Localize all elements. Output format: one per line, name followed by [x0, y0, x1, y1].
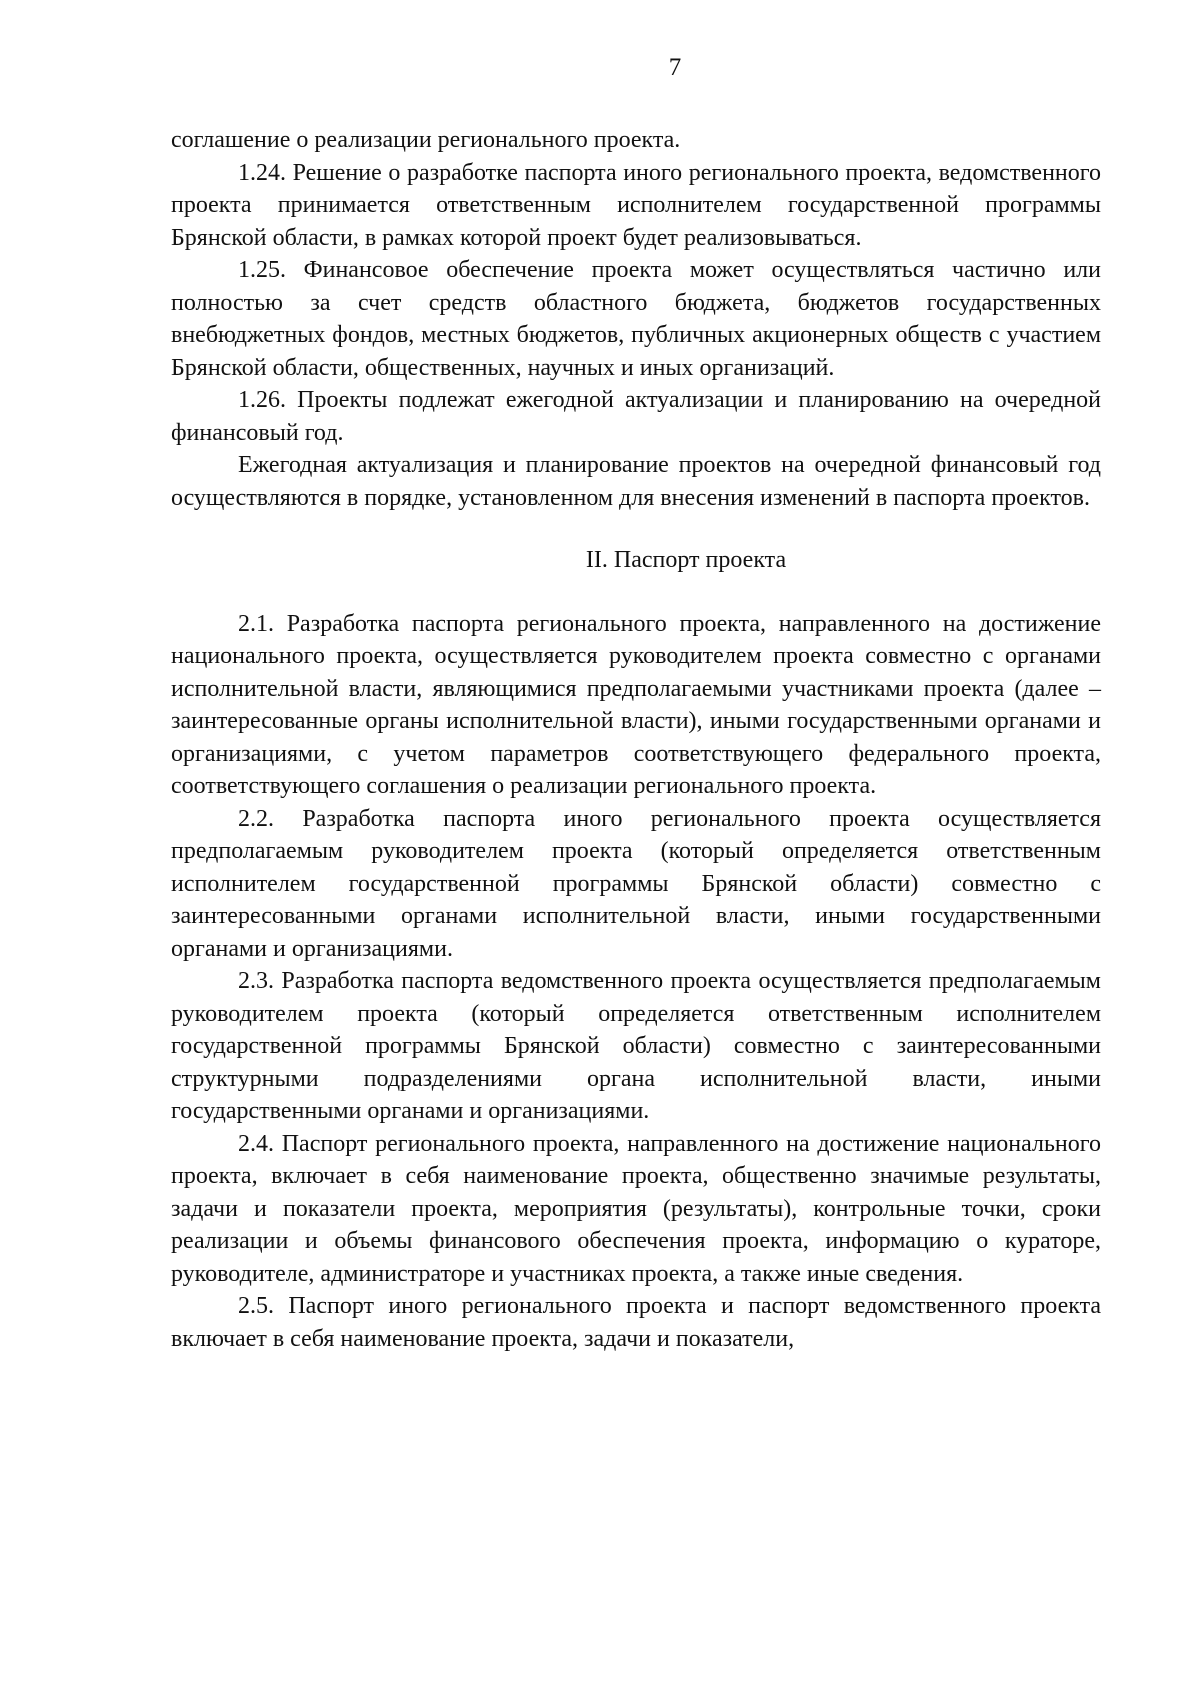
section-heading: II. Паспорт проекта [585, 547, 787, 573]
paragraph: 1.24. Решение о разработке паспорта иного регионального проекта, ведомственного проекта принимается ответственным исполнителем государственной программы Брянской области, в рамках которой проект будет реализовываться. [171, 159, 1101, 251]
paragraph: 2.2. Разработка паспорта иного регионального проекта осуществляется предполагаемым руководителем проекта (который определяется ответственным исполнителем государственной программы Брянской области) совместно с заинтересованными органами исполнительной власти, иными государственными органами и организациями. [171, 805, 1101, 962]
paragraph: 2.5. Паспорт иного регионального проекта и паспорт ведомственного проекта включает в себя наименование проекта, задачи и показатели, [171, 1293, 1101, 1352]
paragraph: 2.3. Разработка паспорта ведомственного проекта осуществляется предполагаемым руководителем проекта (который определяется ответственным исполнителем государственной программы Брянской области) совместно с заинтересованными структурными подразделениями органа исполнительной власти, иными государственными органами и организациями. [171, 968, 1101, 1124]
page-number: 7 [668, 54, 682, 81]
paragraphs-bottom [171, 608, 1101, 1356]
paragraph: соглашение о реализации регионального проекта. [171, 127, 681, 153]
paragraph: 1.26. Проекты подлежат ежегодной актуализации и планированию на очередной финансовый год. [171, 387, 1101, 446]
paragraphs-top [171, 124, 1101, 514]
document-body [171, 124, 1101, 1355]
paragraph: Ежегодная актуализация и планирование проектов на очередной финансовый год осуществляются в порядке, установленном для внесения изменений в паспорта проектов. [171, 452, 1101, 511]
paragraph: 2.4. Паспорт регионального проекта, направленного на достижение национального проекта, включает в себя наименование проекта, общественно значимые результаты, задачи и показатели проекта, мероприятия (результаты), контрольные точки, сроки реализации и объемы финансового обеспечения проекта, информацию о кураторе, руководителе, администраторе и участниках проекта, а также иные сведения. [171, 1130, 1101, 1287]
paragraph: 2.1. Разработка паспорта регионального проекта, направленного на достижение национального проекта, осуществляется руководителем проекта совместно с органами исполнительной власти, являющимися предполагаемыми участниками проекта (далее – заинтересованные органы исполнительной власти), иными государственными органами и организациями, с учетом параметров соответствующего федерального проекта, соответствующего соглашения о реализации регионального проекта. [171, 610, 1101, 799]
paragraph: 1.25. Финансовое обеспечение проекта может осуществляться частично или полностью за счет средств областного бюджета, бюджетов государственных внебюджетных фондов, местных бюджетов, публичных акционерных обществ с участием Брянской области, общественных, научных и иных организаций. [171, 257, 1101, 381]
